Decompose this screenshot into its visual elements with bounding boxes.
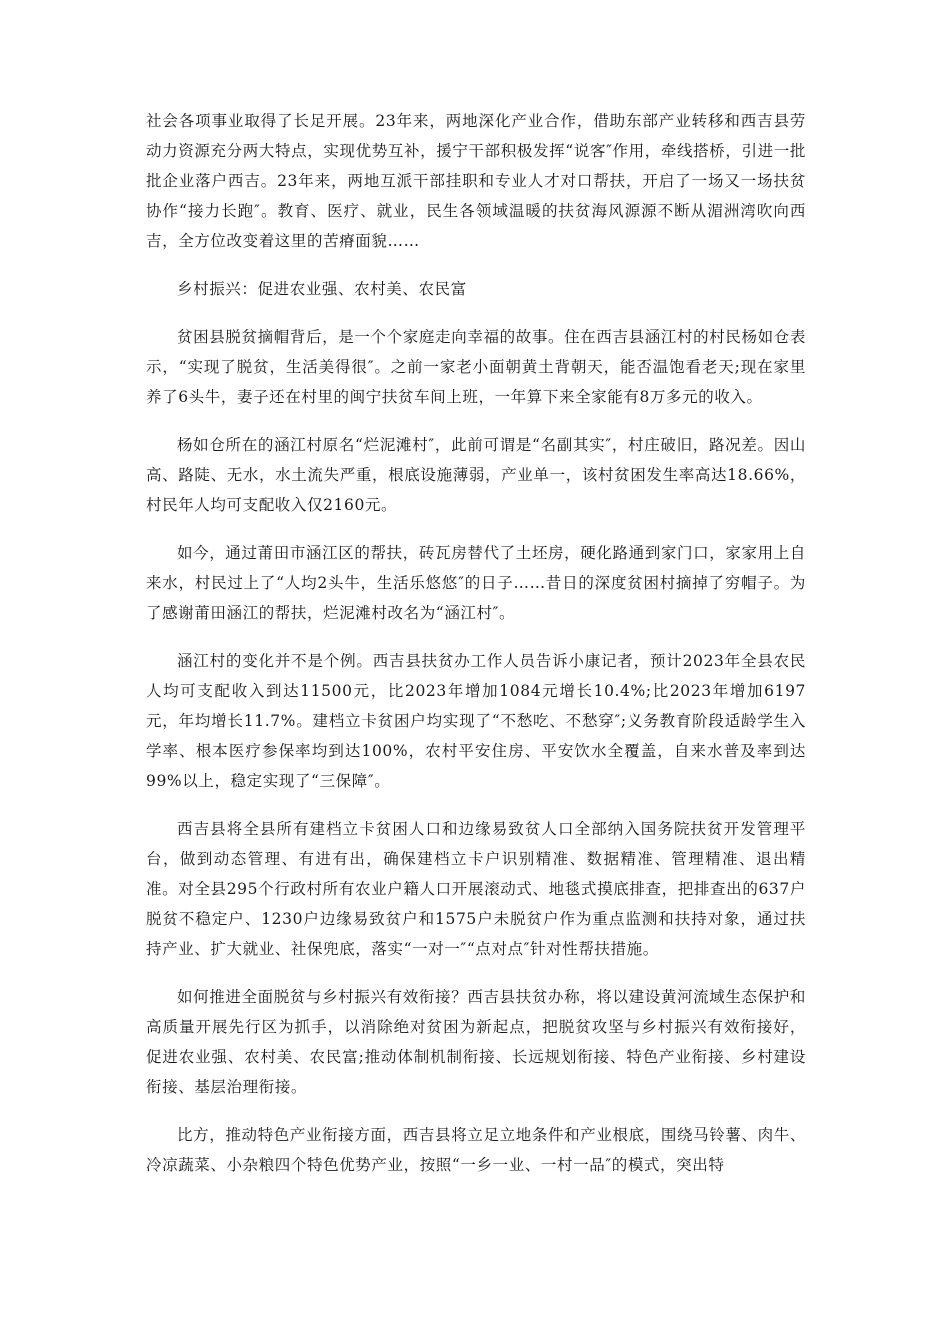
section-heading: 乡村振兴：促进农业强、农村美、农民富 [177,280,467,298]
paragraph: 如何推进全面脱贫与乡村振兴有效衔接？西吉县扶贫办称，将以建设黄河流域生态保护和高质量开展先行区为抓手，以消除绝对贫困为新起点，把脱贫攻坚与乡村振兴有效衔接好，促进农业强、农村美、农民富;推动体制机制衔接、长远规划衔接、特色产业衔接、乡村建设衔接、基层治理衔接。 [146,988,806,1096]
paragraph: 涵江村的变化并不是个例。西吉县扶贫办工作人员告诉小康记者，预计2023年全县农民人均可支配收入到达11500元，比2023年增加1084元增长10.4%;比2023年增加6197元，年均增长11.7%。建档立卡贫困户均实现了“不愁吃、不愁穿″;义务教育阶段适龄学生入学率、根本医疗参保率均到达100%，农村平安住房、平安饮水全覆盖，自来水普及率到达99%以上，稳定实现了“三保障″。 [146,652,806,790]
paragraph-continuation: 社会各项事业取得了长足开展。23年来，两地深化产业合作，借助东部产业转移和西吉县劳动力资源充分两大特点，实现优势互补，援宁干部积极发挥“说客″作用，牵线搭桥，引进一批批企业落户西吉。23年来，两地互派干部挂职和专业人才对口帮扶，开启了一场又一场扶贫协作“接力长跑″。教育、医疗、就业，民生各领域温暖的扶贫海风源源不断从湄洲湾吹向西吉，全方位改变着这里的苦瘠面貌…… [146,112,806,250]
document-page [146,106,806,1198]
paragraph: 如今，通过莆田市涵江区的帮扶，砖瓦房替代了土坯房，硬化路通到家门口，家家用上自来水，村民过上了“人均2头牛，生活乐悠悠″的日子……昔日的深度贫困村摘掉了穷帽子。为了感谢莆田涵江的帮扶，烂泥滩村改名为“涵江村″。 [146,544,806,622]
paragraph: 贫困县脱贫摘帽背后，是一个个家庭走向幸福的故事。住在西吉县涵江村的村民杨如仓表示，“实现了脱贫，生活美得很″。之前一家老小面朝黄土背朝天，能否温饱看老天;现在家里养了6头牛，妻子还在村里的闽宁扶贫车间上班，一年算下来全家能有8万多元的收入。 [146,328,806,406]
paragraph: 西吉县将全县所有建档立卡贫困人口和边缘易致贫人口全部纳入国务院扶贫开发管理平台，做到动态管理、有进有出，确保建档立卡户识别精准、数据精准、管理精准、退出精准。对全县295个行政村所有农业户籍人口开展滚动式、地毯式摸底排查，把排查出的637户脱贫不稳定户、1230户边缘易致贫户和1575户未脱贫户作为重点监测和扶持对象，通过扶持产业、扩大就业、社保兜底，落实“一对一″“点对点″针对性帮扶措施。 [146,820,806,958]
paragraph: 杨如仓所在的涵江村原名“烂泥滩村″，此前可谓是“名副其实″，村庄破旧，路况差。因山高、路陡、无水，水土流失严重，根底设施薄弱，产业单一，该村贫困发生率高达18.66%，村民年人均可支配收入仅2160元。 [146,436,806,514]
paragraph: 比方，推动特色产业衔接方面，西吉县将立足立地条件和产业根底，围绕马铃薯、肉牛、冷凉蔬菜、小杂粮四个特色优势产业，按照“一乡一业、一村一品″的模式，突出特 [146,1126,806,1174]
